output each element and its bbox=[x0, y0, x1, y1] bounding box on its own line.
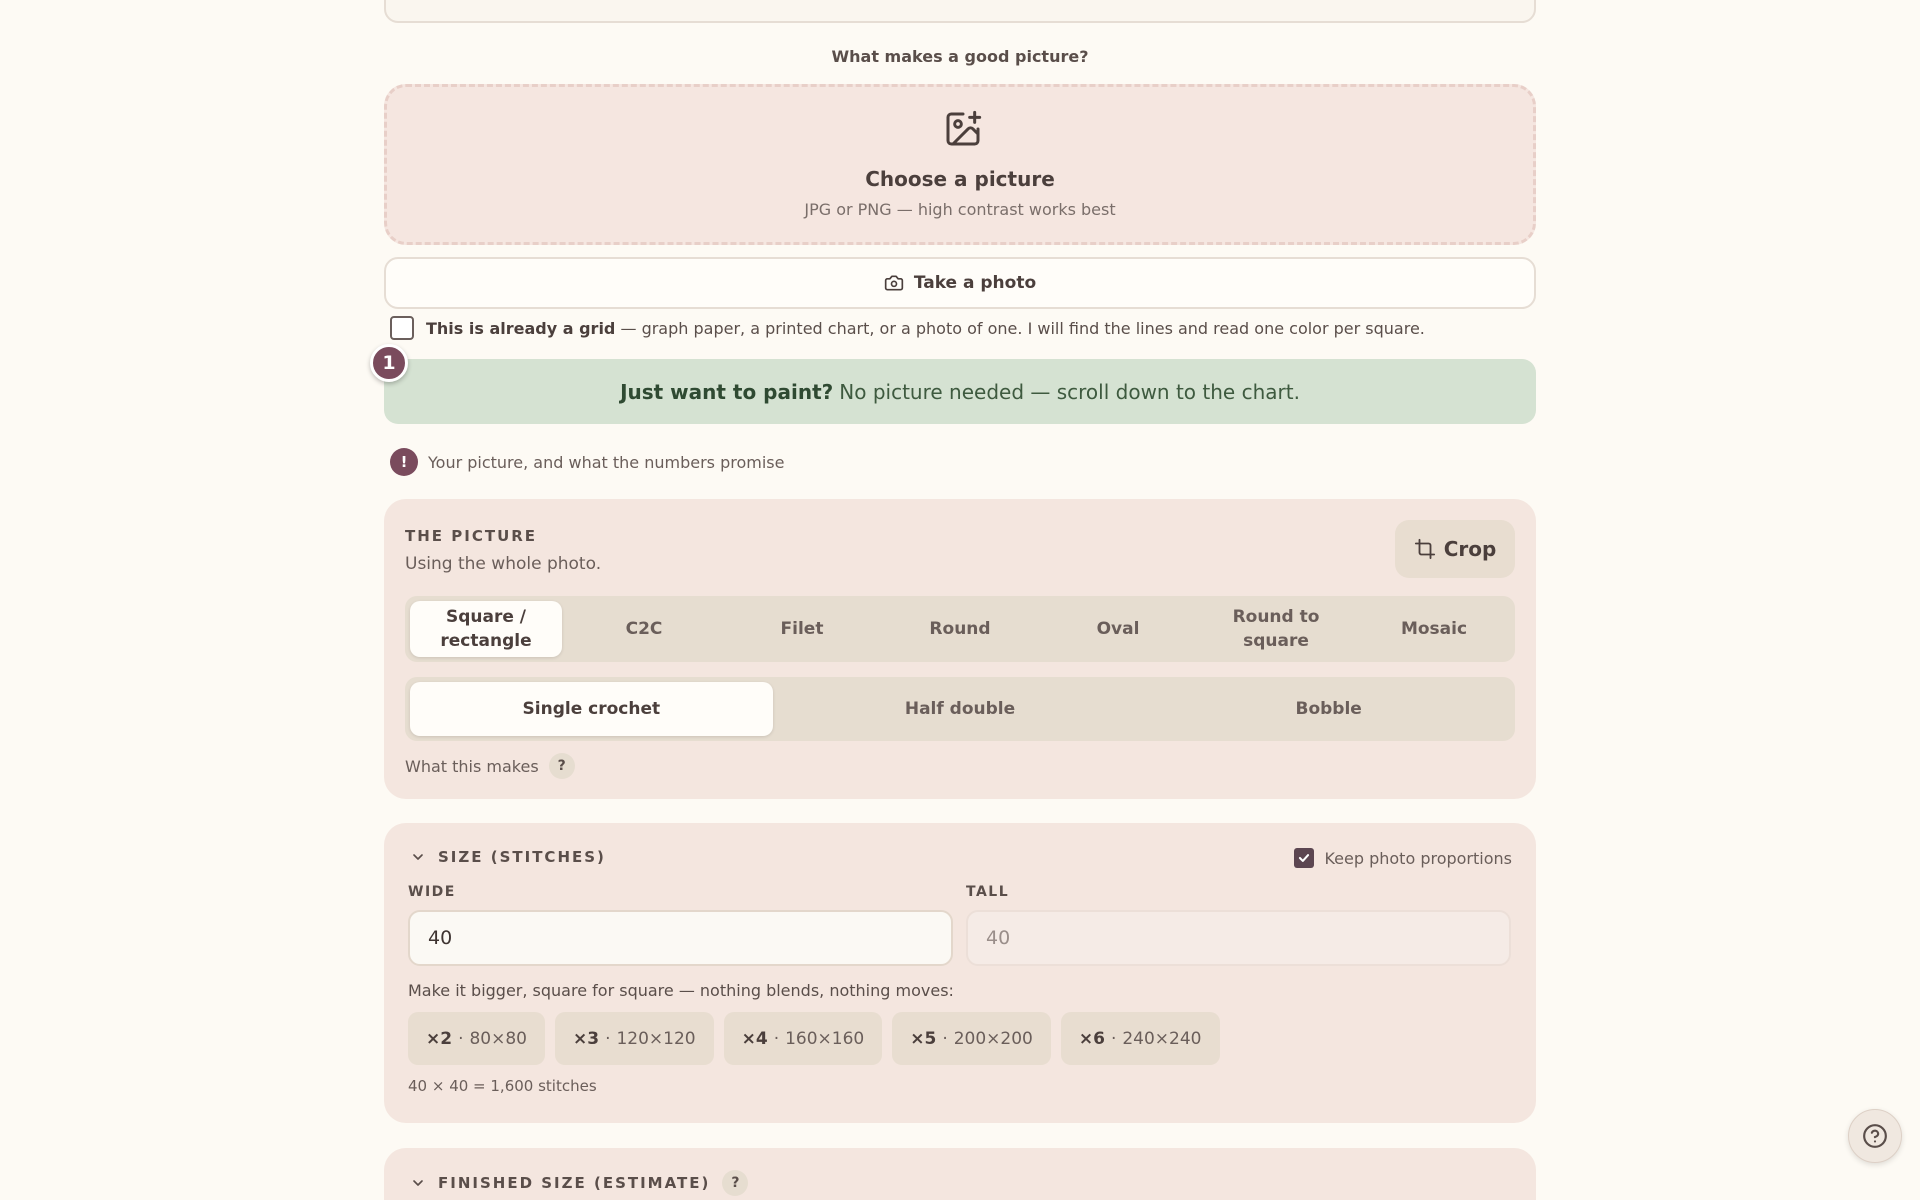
multiplier-x6-button[interactable] bbox=[1061, 1012, 1220, 1065]
multiplier-factor: ×6 bbox=[1078, 1028, 1105, 1049]
tall-label: TALL bbox=[966, 884, 1010, 900]
multiplier-separator: · bbox=[458, 1028, 464, 1049]
keep-proportions-label: Keep photo proportions bbox=[1324, 848, 1512, 868]
picture-section-subtitle: Using the whole photo. bbox=[405, 554, 602, 574]
tall-input[interactable]: 40 bbox=[966, 910, 1511, 966]
wide-input[interactable]: 40 bbox=[408, 910, 953, 966]
multiplier-x3-button[interactable] bbox=[555, 1012, 714, 1065]
multiplier-size: 200×200 bbox=[953, 1028, 1033, 1049]
stitch-selector bbox=[405, 677, 1515, 741]
multiplier-x2-button[interactable] bbox=[408, 1012, 545, 1065]
multiplier-factor: ×4 bbox=[741, 1028, 768, 1049]
what-this-makes-row bbox=[405, 753, 575, 779]
previous-input-field[interactable] bbox=[384, 0, 1536, 23]
shape-option-round[interactable]: Round bbox=[929, 619, 991, 639]
shape-option-c2c[interactable]: C2C bbox=[625, 619, 663, 639]
picture-dropzone[interactable] bbox=[384, 84, 1536, 245]
help-button[interactable] bbox=[1848, 1109, 1902, 1163]
multiplier-options bbox=[408, 1012, 1220, 1065]
crop-label: Crop bbox=[1443, 537, 1497, 561]
shape-selector bbox=[405, 596, 1515, 662]
multiplier-separator: · bbox=[605, 1028, 611, 1049]
already-grid-text bbox=[426, 319, 1425, 338]
shape-option-oval[interactable]: Oval bbox=[1096, 619, 1140, 639]
already-grid-description: — graph paper, a printed chart, or a photo of one. I will find the lines and read one color per square. bbox=[620, 318, 1425, 338]
stitch-count: 40 × 40 = 1,600 stitches bbox=[408, 1077, 597, 1095]
step-number-badge: 1 bbox=[370, 344, 408, 382]
already-grid-option bbox=[390, 316, 1540, 340]
camera-icon bbox=[884, 273, 904, 293]
multiplier-factor: ×3 bbox=[573, 1028, 600, 1049]
finished-size-title: FINISHED SIZE (ESTIMATE) bbox=[438, 1174, 711, 1192]
picture-section-title: THE PICTURE bbox=[405, 527, 538, 545]
finished-size-toggle[interactable] bbox=[410, 1170, 748, 1196]
finished-size-card bbox=[384, 1148, 1536, 1200]
picture-promise-notice[interactable] bbox=[390, 448, 784, 476]
picture-promise-text: Your picture, and what the numbers promise bbox=[428, 452, 785, 472]
size-card bbox=[384, 823, 1536, 1123]
finished-size-help-icon[interactable]: ? bbox=[722, 1170, 748, 1196]
multiplier-factor: ×5 bbox=[910, 1028, 937, 1049]
stitch-option-half-double[interactable]: Half double bbox=[904, 699, 1016, 719]
multiplier-separator: · bbox=[1110, 1028, 1117, 1049]
stitch-option-single-crochet[interactable]: Single crochet bbox=[410, 682, 773, 736]
multiplier-size: 240×240 bbox=[1122, 1028, 1202, 1049]
shape-option-mosaic[interactable]: Mosaic bbox=[1400, 619, 1468, 639]
chevron-down-icon bbox=[410, 849, 426, 865]
already-grid-checkbox[interactable] bbox=[390, 316, 414, 340]
multiplier-size: 160×160 bbox=[785, 1028, 865, 1049]
make-bigger-text: Make it bigger, square for square — nothing blends, nothing moves: bbox=[408, 981, 954, 1000]
shape-option-filet[interactable]: Filet bbox=[780, 619, 824, 639]
multiplier-size: 80×80 bbox=[469, 1028, 527, 1049]
picture-card bbox=[384, 499, 1536, 799]
exclamation-icon: ! bbox=[390, 448, 418, 476]
dropzone-title: Choose a picture bbox=[865, 167, 1055, 191]
multiplier-separator: · bbox=[942, 1028, 948, 1049]
multiplier-x5-button[interactable] bbox=[892, 1012, 1051, 1065]
just-paint-banner[interactable] bbox=[384, 359, 1536, 424]
check-icon bbox=[1297, 851, 1311, 865]
take-photo-label: Take a photo bbox=[913, 273, 1037, 293]
take-photo-button[interactable] bbox=[384, 257, 1536, 309]
multiplier-separator: · bbox=[773, 1028, 780, 1049]
multiplier-size: 120×120 bbox=[616, 1028, 696, 1049]
crop-button[interactable] bbox=[1395, 520, 1515, 578]
dropzone-subtitle: JPG or PNG — high contrast works best bbox=[804, 200, 1116, 219]
already-grid-bold: This is already a grid bbox=[426, 318, 616, 338]
keep-proportions-option[interactable] bbox=[1294, 848, 1512, 868]
help-circle-icon bbox=[1862, 1123, 1888, 1149]
add-image-icon bbox=[943, 109, 983, 149]
shape-option-square[interactable]: Square / rectangle bbox=[410, 601, 562, 657]
what-this-makes-help-icon[interactable]: ? bbox=[549, 753, 575, 779]
just-paint-text: No picture needed — scroll down to the chart. bbox=[839, 379, 1300, 404]
multiplier-x4-button[interactable] bbox=[724, 1012, 883, 1065]
multiplier-factor: ×2 bbox=[426, 1028, 453, 1049]
chevron-down-icon bbox=[410, 1175, 426, 1191]
shape-option-round-to-square[interactable]: Round to square bbox=[1232, 607, 1320, 651]
what-this-makes-label: What this makes bbox=[405, 756, 539, 776]
keep-proportions-checkbox[interactable] bbox=[1294, 848, 1314, 868]
crop-icon bbox=[1414, 538, 1436, 560]
wide-label: WIDE bbox=[408, 884, 456, 900]
size-section-title: SIZE (STITCHES) bbox=[438, 848, 606, 866]
good-picture-link[interactable]: What makes a good picture? bbox=[831, 47, 1089, 66]
just-paint-bold: Just want to paint? bbox=[620, 379, 834, 404]
stitch-option-bobble[interactable]: Bobble bbox=[1295, 699, 1362, 719]
size-section-toggle[interactable] bbox=[410, 848, 606, 866]
